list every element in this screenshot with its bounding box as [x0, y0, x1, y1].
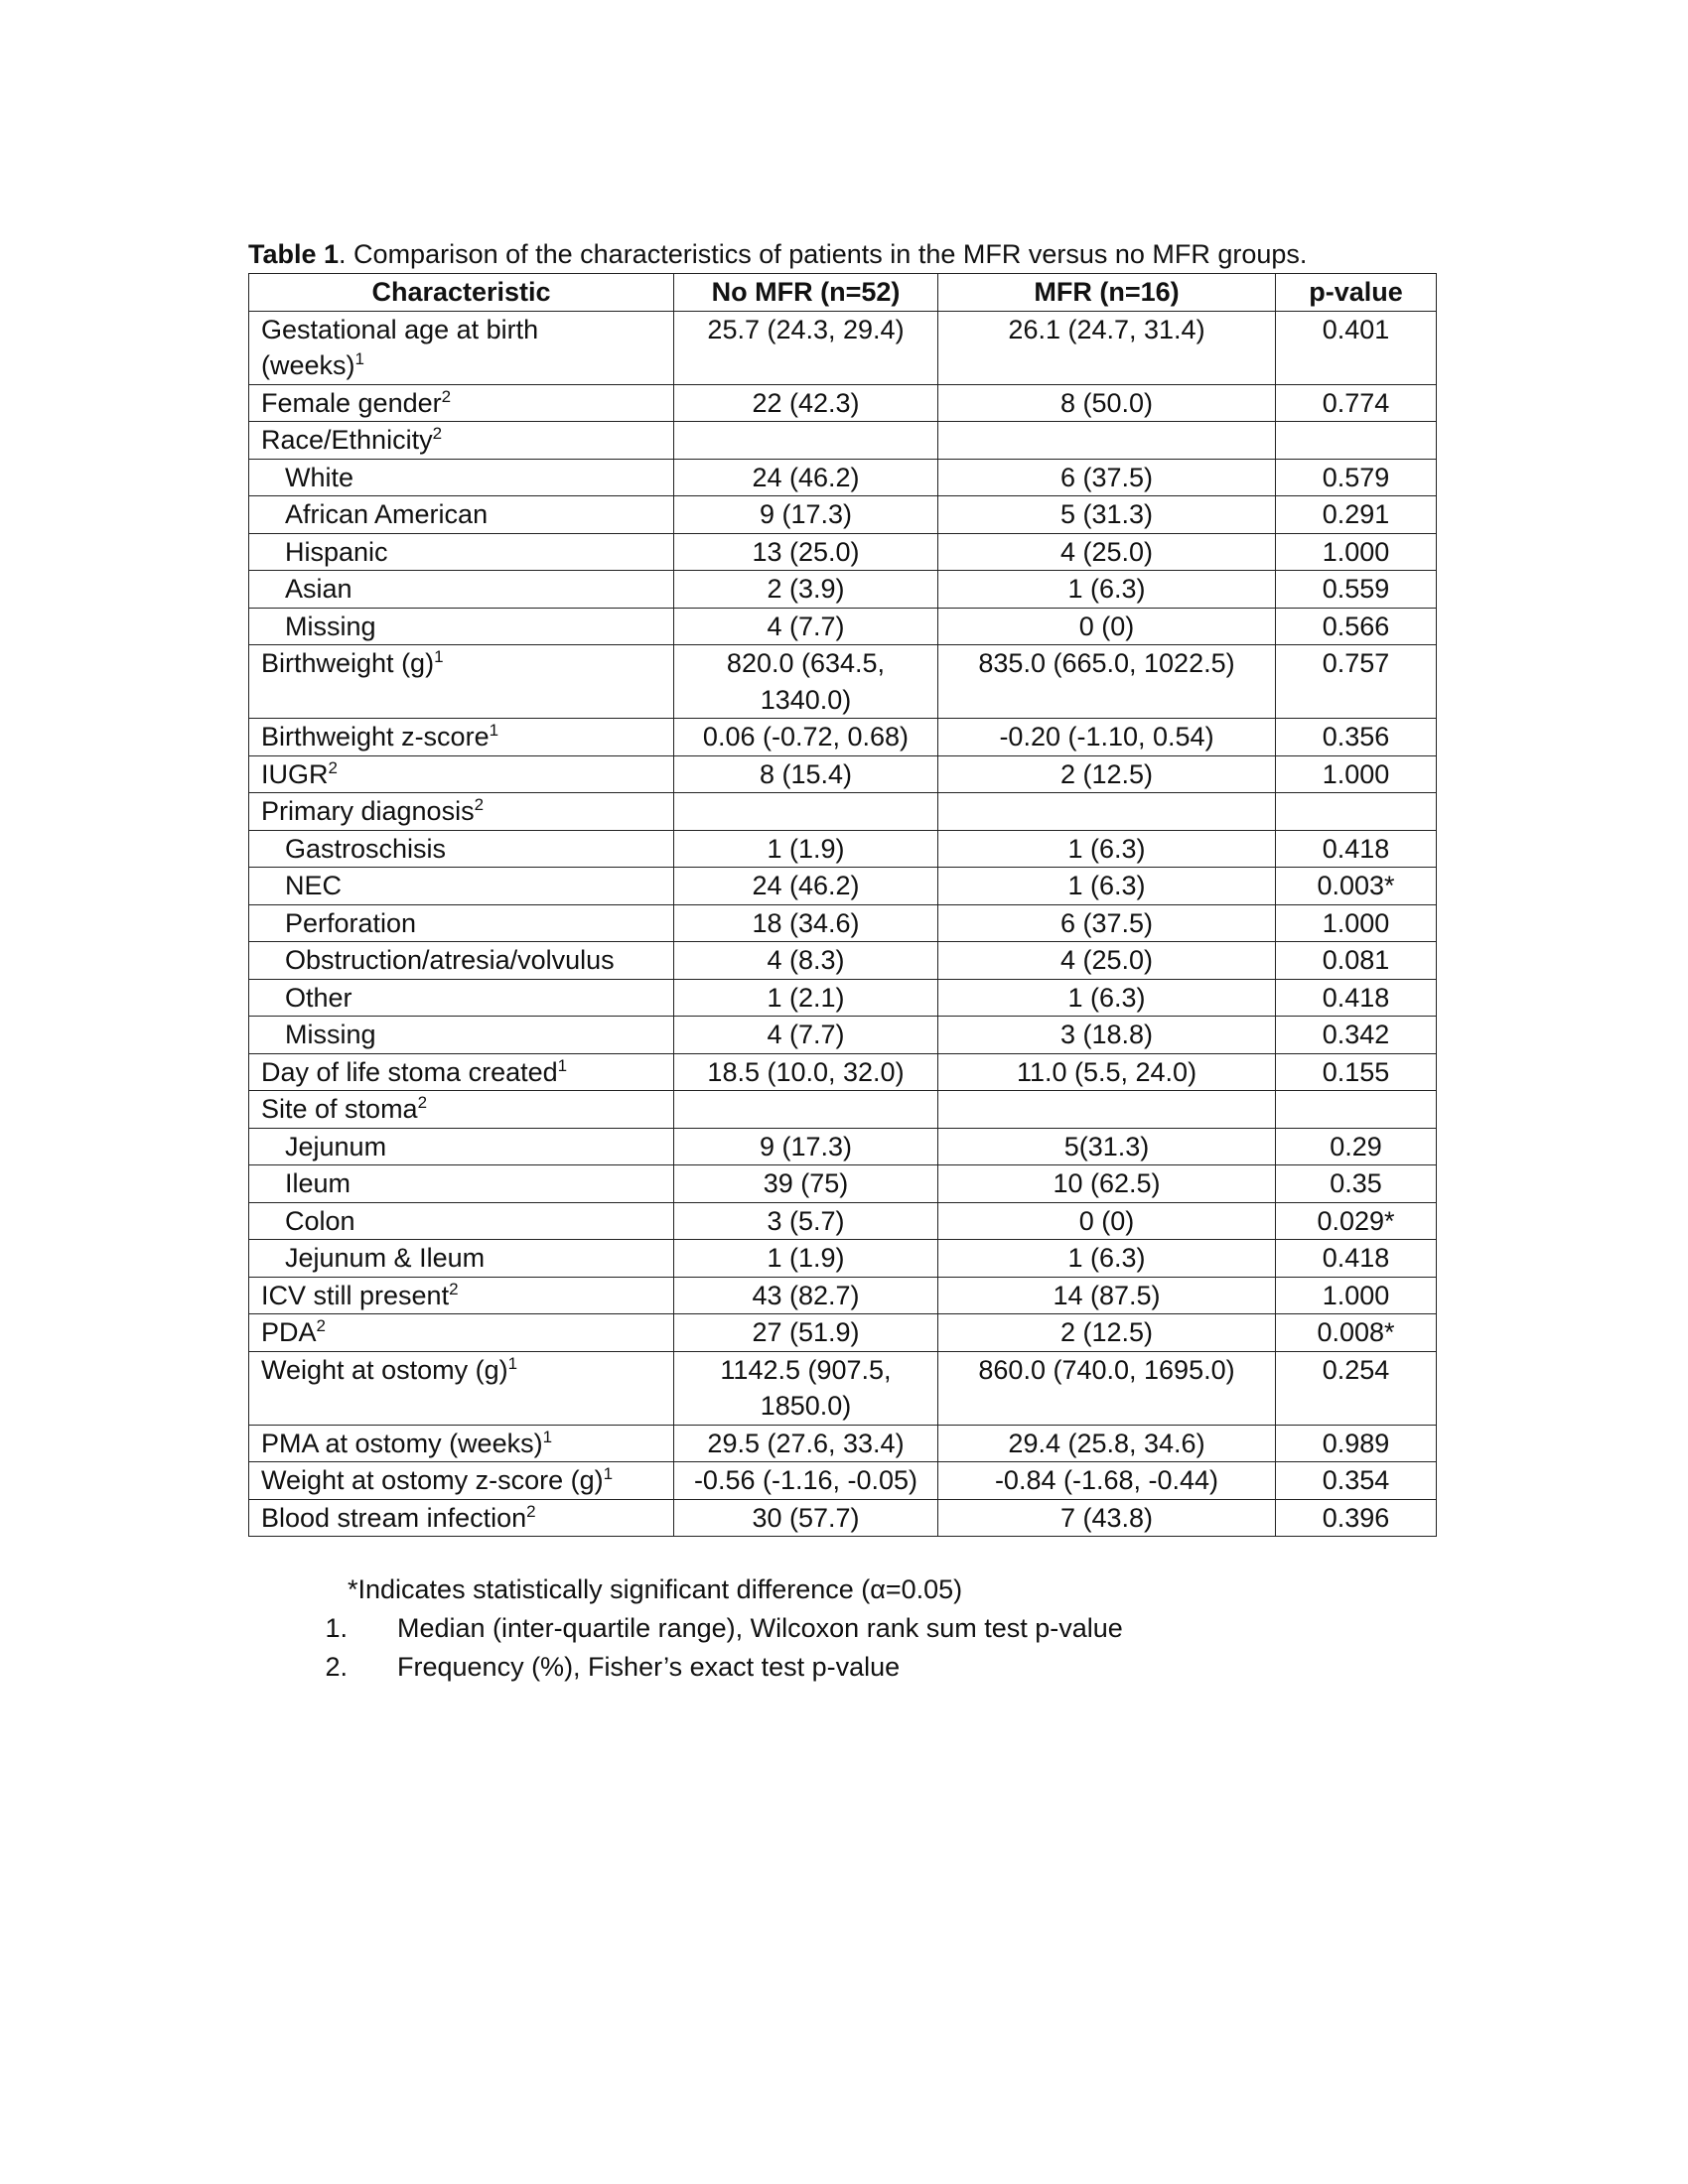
- cell-mfr: 11.0 (5.5, 24.0): [938, 1053, 1276, 1091]
- cell-mfr: 2 (12.5): [938, 755, 1276, 793]
- row-label-text: Birthweight (g): [261, 648, 435, 678]
- cell-no-mfr: 9 (17.3): [674, 1128, 938, 1165]
- footnote-marker: 2: [474, 795, 485, 814]
- footnote-marker: 2: [432, 424, 443, 443]
- cell-no-mfr: 22 (42.3): [674, 384, 938, 422]
- cell-mfr: 0 (0): [938, 608, 1276, 645]
- footnote-marker: 1: [542, 1427, 553, 1446]
- cell-no-mfr: 8 (15.4): [674, 755, 938, 793]
- table-row: [249, 793, 1437, 831]
- row-label: [249, 1499, 674, 1537]
- cell-mfr: 29.4 (25.8, 34.6): [938, 1425, 1276, 1462]
- table-row: [249, 1165, 1437, 1203]
- cell-p-value: 0.354: [1276, 1462, 1437, 1500]
- cell-no-mfr: [674, 793, 938, 831]
- row-label: Obstruction/atresia/volvulus: [249, 942, 674, 980]
- cell-mfr: 3 (18.8): [938, 1017, 1276, 1054]
- row-label: African American: [249, 496, 674, 534]
- row-label: NEC: [249, 868, 674, 905]
- table-row: [249, 755, 1437, 793]
- table-row: [249, 1277, 1437, 1314]
- row-label: [249, 384, 674, 422]
- cell-mfr: 5 (31.3): [938, 496, 1276, 534]
- cell-p-value: 0.418: [1276, 1240, 1437, 1278]
- table-row: [249, 1499, 1437, 1537]
- table-row: [249, 608, 1437, 645]
- row-label-text: Birthweight z-score: [261, 722, 490, 751]
- cell-no-mfr: 1 (1.9): [674, 830, 938, 868]
- cell-mfr: [938, 1091, 1276, 1129]
- header-p-value: p-value: [1276, 274, 1437, 312]
- characteristics-table: [248, 273, 1437, 1537]
- footnote-item: [248, 1609, 1123, 1648]
- row-label: Gastroschisis: [249, 830, 674, 868]
- cell-no-mfr: [674, 1091, 938, 1129]
- row-label: [249, 1314, 674, 1352]
- cell-no-mfr: 29.5 (27.6, 33.4): [674, 1425, 938, 1462]
- row-label: Colon: [249, 1202, 674, 1240]
- table-row: [249, 384, 1437, 422]
- cell-no-mfr: -0.56 (-1.16, -0.05): [674, 1462, 938, 1500]
- row-label: Jejunum & Ileum: [249, 1240, 674, 1278]
- cell-mfr: 6 (37.5): [938, 459, 1276, 496]
- cell-no-mfr: 18 (34.6): [674, 904, 938, 942]
- table-row: [249, 645, 1437, 719]
- cell-p-value: 1.000: [1276, 755, 1437, 793]
- cell-value-line1: 1142.5 (907.5,: [720, 1354, 892, 1385]
- row-label: Missing: [249, 608, 674, 645]
- row-label: Other: [249, 979, 674, 1017]
- table-row: [249, 1202, 1437, 1240]
- cell-p-value: 0.356: [1276, 719, 1437, 756]
- row-label-text: PDA: [261, 1317, 317, 1347]
- row-label: [249, 1425, 674, 1462]
- cell-mfr: 5(31.3): [938, 1128, 1276, 1165]
- cell-no-mfr: [674, 422, 938, 460]
- footnote-marker: 1: [557, 1055, 568, 1075]
- cell-no-mfr: 4 (7.7): [674, 1017, 938, 1054]
- row-label: Hispanic: [249, 533, 674, 571]
- footnote-marker: 2: [441, 386, 452, 406]
- footnote-marker: 1: [434, 647, 444, 666]
- row-label: Perforation: [249, 904, 674, 942]
- cell-p-value: 0.291: [1276, 496, 1437, 534]
- cell-mfr: 10 (62.5): [938, 1165, 1276, 1203]
- table-row: [249, 1314, 1437, 1352]
- header-characteristic: Characteristic: [249, 274, 674, 312]
- row-label-text: Race/Ethnicity: [261, 425, 433, 455]
- row-label: [249, 755, 674, 793]
- cell-mfr: 835.0 (665.0, 1022.5): [938, 645, 1276, 719]
- row-label-line2: (weeks): [261, 350, 355, 380]
- table-row: [249, 1017, 1437, 1054]
- table-row: [249, 979, 1437, 1017]
- table-row: [249, 1425, 1437, 1462]
- row-label: [249, 793, 674, 831]
- cell-no-mfr: 27 (51.9): [674, 1314, 938, 1352]
- cell-p-value: 0.396: [1276, 1499, 1437, 1537]
- cell-no-mfr: 2 (3.9): [674, 571, 938, 609]
- table-row: [249, 1091, 1437, 1129]
- table-row: [249, 1351, 1437, 1425]
- cell-p-value: [1276, 1091, 1437, 1129]
- footnote-marker: 2: [417, 1093, 428, 1112]
- footnote-marker: 2: [328, 757, 338, 777]
- footnote-number: 1.: [325, 1613, 348, 1643]
- cell-no-mfr: 30 (57.7): [674, 1499, 938, 1537]
- footnote-text: Median (inter-quartile range), Wilcoxon rank sum test p-value: [397, 1613, 1123, 1643]
- cell-no-mfr: 43 (82.7): [674, 1277, 938, 1314]
- cell-mfr: 6 (37.5): [938, 904, 1276, 942]
- row-label-text: PMA at ostomy (weeks): [261, 1428, 543, 1458]
- row-label-line1: Gestational age at birth: [261, 314, 539, 344]
- cell-p-value: 0.566: [1276, 608, 1437, 645]
- cell-mfr: 1 (6.3): [938, 830, 1276, 868]
- cell-mfr: 0 (0): [938, 1202, 1276, 1240]
- cell-p-value: [1276, 422, 1437, 460]
- cell-p-value: 0.989: [1276, 1425, 1437, 1462]
- cell-no-mfr: 13 (25.0): [674, 533, 938, 571]
- cell-p-value: 0.35: [1276, 1165, 1437, 1203]
- cell-mfr: 26.1 (24.7, 31.4): [938, 311, 1276, 384]
- cell-no-mfr: 4 (7.7): [674, 608, 938, 645]
- table-row: [249, 571, 1437, 609]
- row-label: [249, 1053, 674, 1091]
- cell-p-value: 0.003*: [1276, 868, 1437, 905]
- cell-p-value: 0.757: [1276, 645, 1437, 719]
- table-row: [249, 422, 1437, 460]
- footnote-marker: 1: [489, 721, 499, 740]
- cell-mfr: -0.20 (-1.10, 0.54): [938, 719, 1276, 756]
- cell-mfr: 2 (12.5): [938, 1314, 1276, 1352]
- row-label-text: Weight at ostomy z-score (g): [261, 1465, 604, 1495]
- row-label: White: [249, 459, 674, 496]
- row-label-text: Site of stoma: [261, 1094, 418, 1124]
- row-label: [249, 645, 674, 719]
- row-label: Asian: [249, 571, 674, 609]
- significance-note: *Indicates statistically significant difference (α=0.05): [348, 1574, 963, 1604]
- row-label-text: Weight at ostomy (g): [261, 1354, 508, 1385]
- row-label: Jejunum: [249, 1128, 674, 1165]
- footnote-item: [248, 1648, 1123, 1687]
- row-label-text: Primary diagnosis: [261, 796, 475, 826]
- cell-no-mfr: 9 (17.3): [674, 496, 938, 534]
- cell-no-mfr: 1 (1.9): [674, 1240, 938, 1278]
- row-label: Missing: [249, 1017, 674, 1054]
- row-label: [249, 1091, 674, 1129]
- cell-mfr: 1 (6.3): [938, 979, 1276, 1017]
- cell-value-line2: 1340.0): [760, 684, 852, 715]
- row-label: [249, 1351, 674, 1425]
- header-no-mfr: No MFR (n=52): [674, 274, 938, 312]
- cell-p-value: 0.155: [1276, 1053, 1437, 1091]
- cell-p-value: 0.559: [1276, 571, 1437, 609]
- row-label-text: IUGR: [261, 758, 329, 789]
- cell-mfr: -0.84 (-1.68, -0.44): [938, 1462, 1276, 1500]
- row-label-text: Day of life stoma created: [261, 1056, 558, 1087]
- footnote-marker: 1: [354, 349, 364, 368]
- cell-p-value: 0.008*: [1276, 1314, 1437, 1352]
- row-label: [249, 1462, 674, 1500]
- cell-p-value: 0.029*: [1276, 1202, 1437, 1240]
- cell-no-mfr: 24 (46.2): [674, 868, 938, 905]
- header-mfr: MFR (n=16): [938, 274, 1276, 312]
- cell-p-value: 0.342: [1276, 1017, 1437, 1054]
- cell-p-value: 0.081: [1276, 942, 1437, 980]
- table-row: [249, 830, 1437, 868]
- cell-p-value: [1276, 793, 1437, 831]
- cell-p-value: 0.579: [1276, 459, 1437, 496]
- cell-mfr: 1 (6.3): [938, 868, 1276, 905]
- footnote-text: Frequency (%), Fisher’s exact test p-value: [397, 1652, 901, 1682]
- cell-no-mfr: 4 (8.3): [674, 942, 938, 980]
- cell-value-line2: 1850.0): [760, 1391, 852, 1421]
- footnote-marker: 1: [507, 1353, 518, 1373]
- cell-no-mfr: 39 (75): [674, 1165, 938, 1203]
- table-row: [249, 533, 1437, 571]
- table-row: [249, 868, 1437, 905]
- cell-no-mfr: 25.7 (24.3, 29.4): [674, 311, 938, 384]
- footnote-marker: 2: [526, 1501, 536, 1521]
- cell-mfr: 4 (25.0): [938, 533, 1276, 571]
- cell-no-mfr: 3 (5.7): [674, 1202, 938, 1240]
- cell-mfr: [938, 422, 1276, 460]
- cell-p-value: 0.401: [1276, 311, 1437, 384]
- table-row: [249, 496, 1437, 534]
- row-label-text: ICV still present: [261, 1280, 450, 1310]
- footnote-marker: 2: [316, 1316, 326, 1335]
- cell-p-value: 1.000: [1276, 533, 1437, 571]
- cell-value-line1: 820.0 (634.5,: [726, 648, 886, 678]
- table-caption: [248, 236, 1307, 272]
- row-label-text: Female gender: [261, 387, 442, 418]
- cell-mfr: 1 (6.3): [938, 1240, 1276, 1278]
- table-row: [249, 942, 1437, 980]
- cell-p-value: 1.000: [1276, 1277, 1437, 1314]
- footnote-marker: 2: [449, 1279, 459, 1298]
- caption-text: . Comparison of the characteristics of patients in the MFR versus no MFR groups.: [339, 239, 1308, 269]
- table-footnotes: [248, 1570, 1123, 1687]
- cell-mfr: 8 (50.0): [938, 384, 1276, 422]
- cell-mfr: 1 (6.3): [938, 571, 1276, 609]
- cell-no-mfr: 24 (46.2): [674, 459, 938, 496]
- table-row: [249, 1240, 1437, 1278]
- cell-no-mfr: 18.5 (10.0, 32.0): [674, 1053, 938, 1091]
- cell-p-value: 0.29: [1276, 1128, 1437, 1165]
- cell-no-mfr: 0.06 (-0.72, 0.68): [674, 719, 938, 756]
- table-row: [249, 1053, 1437, 1091]
- cell-p-value: 0.254: [1276, 1351, 1437, 1425]
- table-row: [249, 1128, 1437, 1165]
- table-row: [249, 311, 1437, 384]
- row-label: [249, 422, 674, 460]
- footnote-marker: 1: [603, 1464, 614, 1483]
- cell-p-value: 0.418: [1276, 830, 1437, 868]
- table-row: [249, 1462, 1437, 1500]
- table-row: [249, 719, 1437, 756]
- cell-p-value: 1.000: [1276, 904, 1437, 942]
- footnote-number: 2.: [325, 1652, 348, 1682]
- cell-mfr: 7 (43.8): [938, 1499, 1276, 1537]
- table-row: [249, 459, 1437, 496]
- cell-no-mfr: 1 (2.1): [674, 979, 938, 1017]
- row-label: [249, 1277, 674, 1314]
- row-label: [249, 719, 674, 756]
- table-row: [249, 904, 1437, 942]
- table-header-row: [249, 274, 1437, 312]
- cell-mfr: 14 (87.5): [938, 1277, 1276, 1314]
- cell-mfr: [938, 793, 1276, 831]
- row-label: Ileum: [249, 1165, 674, 1203]
- cell-mfr: 860.0 (740.0, 1695.0): [938, 1351, 1276, 1425]
- cell-mfr: 4 (25.0): [938, 942, 1276, 980]
- caption-lead: Table 1: [248, 239, 340, 269]
- row-label-text: Blood stream infection: [261, 1502, 527, 1533]
- cell-no-mfr: [674, 1351, 938, 1425]
- cell-p-value: 0.774: [1276, 384, 1437, 422]
- row-label: [249, 311, 674, 384]
- cell-p-value: 0.418: [1276, 979, 1437, 1017]
- cell-no-mfr: [674, 645, 938, 719]
